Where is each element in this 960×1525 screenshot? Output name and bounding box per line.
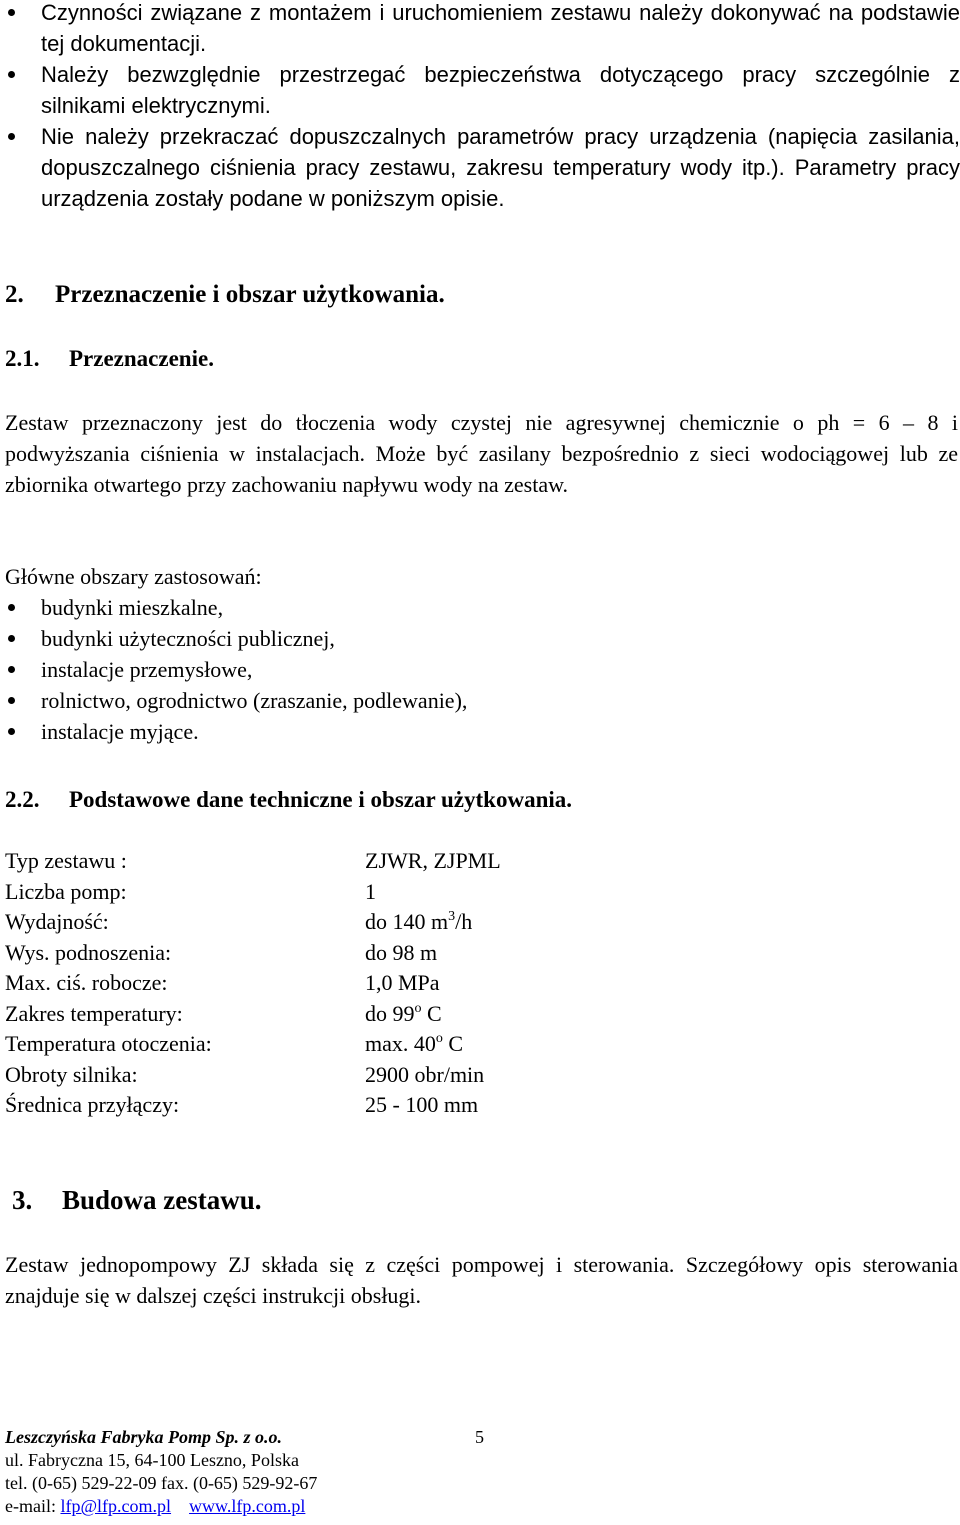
spec-value: 1 [365,878,376,904]
list-item: instalacje myjące. [0,716,960,747]
spec-value: do 98 m [365,939,438,965]
bullet-icon [8,635,15,642]
email-link[interactable]: lfp@lfp.com.pl [60,1496,172,1516]
bullet-icon [8,9,15,16]
section-number: 2.1. [5,346,40,371]
section-number: 3. [12,1185,33,1215]
purpose-paragraph: Zestaw przeznaczony jest do tłoczenia wody czystej nie agresywnej chemicznie o ph = 6 – 8 i podwyższania ciśnienia w instalacjach. Może być zasilany bezpośrednio z sieci wodociągowej lub ze zbiornika otwartego przy zachowaniu napływu wody na zestaw. [5,410,958,497]
table-row [5,876,705,907]
construction-paragraph: Zestaw jednopompowy ZJ składa się z części pompowej i sterowania. Szczegółowy opis sterowania znajduje się w dalszej części instrukcji obsługi. [5,1252,958,1308]
section-number: 2.2. [5,787,40,812]
spec-value: do 99$^o$ C [365,1000,442,1026]
table-row [5,967,705,998]
spec-label: Obroty silnika: [5,1061,138,1087]
section-title: Podstawowe dane techniczne i obszar użytkowania. [69,787,573,812]
list-item: rolnictwo, ogrodnictwo (zraszanie, podlewanie), [0,685,960,716]
spec-label: Średnica przyłączy: [5,1092,180,1117]
table-row [5,845,705,876]
table-row [5,906,705,937]
list-item: Należy bezwzględnie przestrzegać bezpieczeństwa dotyczącego pracy szczególnie z silnikami elektrycznymi. [0,59,960,121]
spec-label: Zakres temperatury: [5,1000,183,1026]
company-name: Leszczyńska Fabryka Pomp Sp. z o.o. [5,1427,283,1447]
section-number: 2. [5,281,24,308]
section-2-heading [5,280,445,310]
spec-value: do 140 $m^3/h$ [365,909,473,934]
section-title: Przeznaczenie. [69,346,214,371]
bullet-icon [8,133,15,140]
list-item: Czynności związane z montażem i uruchomieniem zestawu należy dokonywać na podstawie tej dokumentacji. [0,0,960,59]
website-link[interactable]: www.lfp.com.pl [189,1496,306,1516]
bullet-icon [8,666,15,673]
table-row [5,998,705,1029]
table-row [5,1089,705,1120]
bullet-icon [8,71,15,78]
spec-value: ZJWR, ZJPML [365,848,501,873]
page-footer [5,1426,317,1518]
company-address: ul. Fabryczna 15, 64-100 Leszno, Polska [5,1450,299,1470]
spec-label: Wydajność: [5,909,109,934]
spec-label: Wys. podnoszenia: [5,939,172,965]
intro-bullet-list [0,0,960,214]
application-areas-list [0,592,960,747]
table-row [5,1059,705,1090]
table-row [5,937,705,968]
bullet-icon [8,604,15,611]
bullet-icon [8,697,15,704]
section-title: Budowa zestawu. [62,1185,262,1215]
list-item: Nie należy przekraczać dopuszczalnych parametrów pracy urządzenia (napięcia zasilania, dopuszczalnego ciśnienia pracy zestawu, zakresu temperatury wody itp.). Parametry pracy urządzenia zostały podane w poniższym opisie. [0,121,960,214]
spec-value: max. 40$^o$ C [365,1031,464,1056]
section-2-2-heading [5,785,572,815]
areas-intro: Główne obszary zastosowań: [5,564,262,589]
company-phone: tel. (0-65) 529-22-09 fax. (0-65) 529-92-67 [5,1473,318,1493]
list-item: instalacje przemysłowe, [0,654,960,685]
technical-specs-table [5,845,705,1120]
section-3-heading [12,1184,262,1216]
company-contact [5,1495,317,1518]
section-2-1-heading [5,344,214,374]
list-item: budynki mieszkalne, [0,592,960,623]
spec-value: 1,0 MPa [365,970,440,995]
spec-label: Liczba pomp: [5,878,127,904]
spec-label: Temperatura otoczenia: [5,1031,212,1056]
page-number: 5 [475,1427,484,1447]
spec-value: 2900 obr/min [365,1061,485,1087]
spec-label: Typ zestawu : [5,848,127,873]
section-title: Przeznaczenie i obszar użytkowania. [55,281,445,308]
spec-label: Max. ciś. robocze: [5,970,168,995]
bullet-icon [8,728,15,735]
spec-value: 25 - 100 mm [365,1092,479,1117]
list-item: budynki użyteczności publicznej, [0,623,960,654]
table-row [5,1028,705,1059]
email-label: e-mail: [5,1496,61,1516]
